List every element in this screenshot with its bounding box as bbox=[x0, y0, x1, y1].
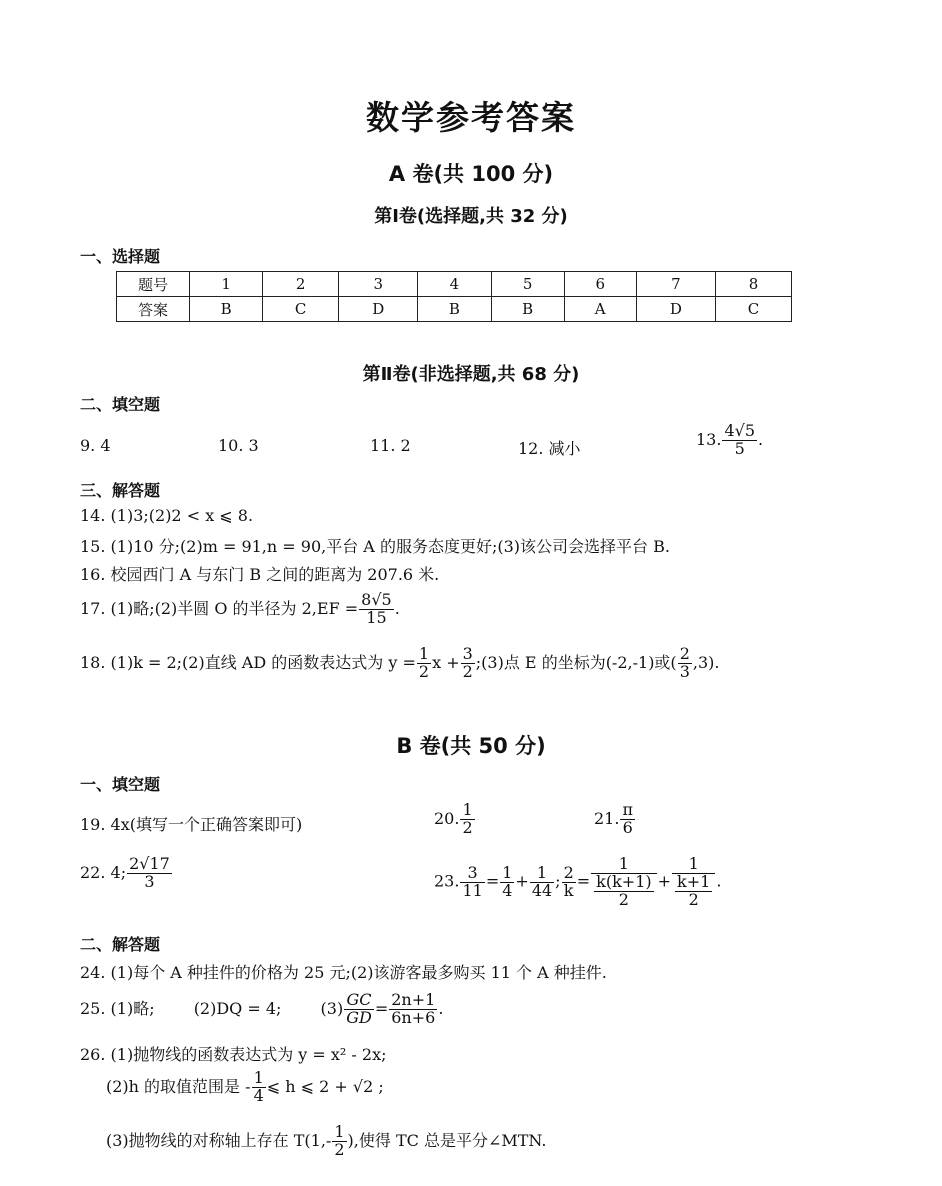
part-a-section2-heading: 第Ⅱ卷(非选择题,共 68 分) bbox=[362, 364, 580, 385]
section-solve-heading: 三、解答题 bbox=[80, 481, 161, 500]
answer-21 bbox=[594, 802, 636, 837]
table-cell: 6 bbox=[564, 272, 636, 297]
numerator: 3 bbox=[462, 644, 473, 663]
answer-23-prefix: 23. bbox=[434, 871, 460, 891]
numerator: 4√5 bbox=[724, 421, 756, 440]
numerator: π bbox=[622, 800, 633, 819]
section-b-fill-heading: 一、填空题 bbox=[80, 775, 161, 794]
answer-26-2 bbox=[106, 1070, 384, 1105]
denominator: 2 bbox=[418, 661, 430, 681]
answer-24: 24. (1)每个 A 种挂件的价格为 25 元;(2)该游客最多购买 11 个 A 种挂件. bbox=[80, 963, 607, 982]
answer-22-prefix: 22. 4; bbox=[80, 862, 127, 882]
answer-11: 11. 2 bbox=[370, 436, 411, 455]
fraction bbox=[332, 1124, 346, 1159]
answer-13: 13. $\frac{4√5}{5}$ . bbox=[696, 421, 764, 458]
fraction bbox=[675, 871, 712, 909]
answer-table bbox=[116, 271, 792, 322]
answer-12: 12. 减小 bbox=[518, 439, 581, 458]
fraction bbox=[678, 646, 692, 681]
answer-18 bbox=[80, 646, 719, 681]
fraction bbox=[344, 992, 374, 1027]
answer-25-part: (3) bbox=[320, 998, 344, 1018]
answer-19: 19. 4x(填写一个正确答案即可) bbox=[80, 815, 303, 834]
compound-fraction bbox=[591, 856, 656, 908]
fraction bbox=[461, 646, 475, 681]
numerator: 1 bbox=[530, 865, 554, 883]
denominator: 6n+6 bbox=[391, 1007, 436, 1027]
answer-10: 10. 3 bbox=[218, 436, 259, 455]
denominator: 44 bbox=[531, 880, 553, 900]
denominator: 4 bbox=[502, 880, 513, 900]
answer-9: 9. 4 bbox=[80, 436, 111, 455]
answer-18-part: ;(3)点 E 的坐标为(-2,-1)或( bbox=[475, 652, 677, 672]
answer-25-part: 25. (1)略; bbox=[80, 998, 155, 1018]
numerator: 1 bbox=[462, 800, 473, 819]
table-row-numbers bbox=[117, 272, 792, 297]
denominator: 2 bbox=[334, 1139, 345, 1159]
numerator: 3 bbox=[460, 865, 484, 883]
section-b-solve-heading: 二、解答题 bbox=[80, 935, 161, 954]
answer-20-prefix: 20. bbox=[434, 808, 460, 828]
answer-26-1: 26. (1)抛物线的函数表达式为 y = x² - 2x; bbox=[80, 1045, 387, 1064]
fraction bbox=[594, 871, 653, 909]
answer-14: 14. (1)3;(2)2 < x ⩽ 8. bbox=[80, 506, 254, 525]
answer-23: 23. $\frac{3}{11}$ = $\frac{1}{4}$ + $\frac{1}{44}$ ; $\frac{2}{k}$ = $\frac{1}{\frac{k(k+1)}{2}}$ + $\frac{1}{\frac{k+1}{2}}$ . bbox=[434, 854, 722, 909]
fraction bbox=[389, 992, 437, 1027]
denominator: 6 bbox=[622, 817, 633, 837]
denominator bbox=[591, 871, 656, 909]
part-a-heading: A 卷(共 100 分) bbox=[388, 162, 554, 186]
answer-17-text: 17. (1)略;(2)半圆 O 的半径为 2,EF = bbox=[80, 598, 359, 618]
answer-25-part: (2)DQ = 4; bbox=[193, 998, 282, 1018]
numerator: 1 bbox=[418, 644, 430, 663]
denominator: 3 bbox=[144, 871, 155, 891]
table-cell: D bbox=[339, 297, 418, 322]
table-cell: B bbox=[418, 297, 491, 322]
table-cell: 2 bbox=[263, 272, 339, 297]
fraction bbox=[562, 862, 576, 900]
denominator: 3 bbox=[679, 661, 690, 681]
table-header-cell: 题号 bbox=[117, 272, 190, 297]
numerator: 2 bbox=[563, 862, 574, 882]
table-row-answers bbox=[117, 297, 792, 322]
section-choice-heading: 一、选择题 bbox=[80, 247, 161, 266]
fraction bbox=[530, 862, 554, 900]
answer-26-3 bbox=[106, 1124, 546, 1159]
answer-18-part: 18. (1)k = 2;(2)直线 AD 的函数表达式为 y = bbox=[80, 652, 416, 672]
answer-26-2-part: (2)h 的取值范围是 - bbox=[106, 1076, 251, 1096]
numerator: 1 bbox=[334, 1122, 345, 1141]
answer-13-prefix: 13. bbox=[696, 429, 722, 449]
fraction bbox=[127, 856, 172, 891]
numerator: k+1 bbox=[677, 871, 711, 891]
numerator: 2n+1 bbox=[391, 990, 436, 1009]
numerator: k(k+1) bbox=[596, 871, 652, 891]
table-cell: C bbox=[715, 297, 791, 322]
fraction bbox=[722, 423, 757, 458]
denominator: 2 bbox=[618, 889, 629, 909]
numerator: 1 bbox=[502, 862, 513, 882]
denominator: 5 bbox=[734, 438, 745, 458]
table-cell: 3 bbox=[339, 272, 418, 297]
part-a-section1-heading: 第Ⅰ卷(选择题,共 32 分) bbox=[374, 206, 568, 227]
fraction bbox=[460, 862, 484, 900]
fraction bbox=[460, 802, 474, 837]
numerator: 2 bbox=[679, 644, 690, 663]
answer-26-3-part: (3)抛物线的对称轴上存在 T(1,- bbox=[106, 1130, 332, 1150]
part-b-heading: B 卷(共 50 分) bbox=[396, 734, 546, 758]
answer-15: 15. (1)10 分;(2)m = 91,n = 90,平台 A 的服务态度更好;(3)该公司会选择平台 B. bbox=[80, 537, 670, 556]
numerator: GC bbox=[344, 992, 374, 1010]
page-title: 数学参考答案 bbox=[366, 98, 576, 137]
answer-22 bbox=[80, 856, 173, 891]
denominator: k bbox=[563, 880, 574, 900]
section-fill-heading: 二、填空题 bbox=[80, 395, 161, 414]
table-header-cell: 答案 bbox=[117, 297, 190, 322]
numerator: 8√5 bbox=[361, 590, 392, 609]
answer-17: 17. (1)略;(2)半圆 O 的半径为 2,EF = $\frac{8√5}{15}$ . bbox=[80, 590, 400, 627]
table-cell: 7 bbox=[636, 272, 715, 297]
numerator: 1 bbox=[591, 856, 656, 874]
answer-16: 16. 校园西门 A 与东门 B 之间的距离为 207.6 米. bbox=[80, 565, 440, 584]
fraction bbox=[252, 1070, 266, 1105]
table-cell: B bbox=[491, 297, 564, 322]
denominator: 2 bbox=[688, 889, 699, 909]
table-cell: B bbox=[190, 297, 263, 322]
denominator: 4 bbox=[253, 1085, 264, 1105]
table-cell: 8 bbox=[715, 272, 791, 297]
table-cell: C bbox=[263, 297, 339, 322]
numerator: 2√17 bbox=[129, 854, 170, 873]
answer-26-3-part: ),使得 TC 总是平分∠MTN. bbox=[347, 1130, 547, 1150]
denominator: 2 bbox=[462, 661, 473, 681]
compound-fraction bbox=[672, 856, 715, 908]
numerator: 1 bbox=[672, 856, 715, 874]
fraction bbox=[620, 802, 635, 837]
fraction bbox=[500, 862, 514, 900]
fraction bbox=[359, 592, 394, 627]
answer-18-part: x + bbox=[432, 652, 460, 672]
denominator: 11 bbox=[462, 880, 483, 900]
answer-21-prefix: 21. bbox=[594, 808, 620, 828]
numerator: 1 bbox=[253, 1068, 264, 1087]
answer-20 bbox=[434, 802, 476, 837]
answer-18-part: ,3). bbox=[692, 652, 720, 672]
table-cell: 1 bbox=[190, 272, 263, 297]
table-cell: 4 bbox=[418, 272, 491, 297]
table-cell: 5 bbox=[491, 272, 564, 297]
answer-25: 25. (1)略; (2)DQ = 4; (3) $\frac{GC}{GD}$ = $\frac{2n+1}{6n+6}$ . bbox=[80, 990, 444, 1027]
table-cell: D bbox=[636, 297, 715, 322]
fraction bbox=[417, 646, 431, 681]
denominator bbox=[672, 871, 715, 909]
table-cell: A bbox=[564, 297, 636, 322]
denominator: GD bbox=[346, 1007, 372, 1027]
denominator: 15 bbox=[366, 607, 387, 627]
answer-26-2-part: ⩽ h ⩽ 2 + √2 ; bbox=[266, 1076, 384, 1096]
denominator: 2 bbox=[462, 817, 473, 837]
